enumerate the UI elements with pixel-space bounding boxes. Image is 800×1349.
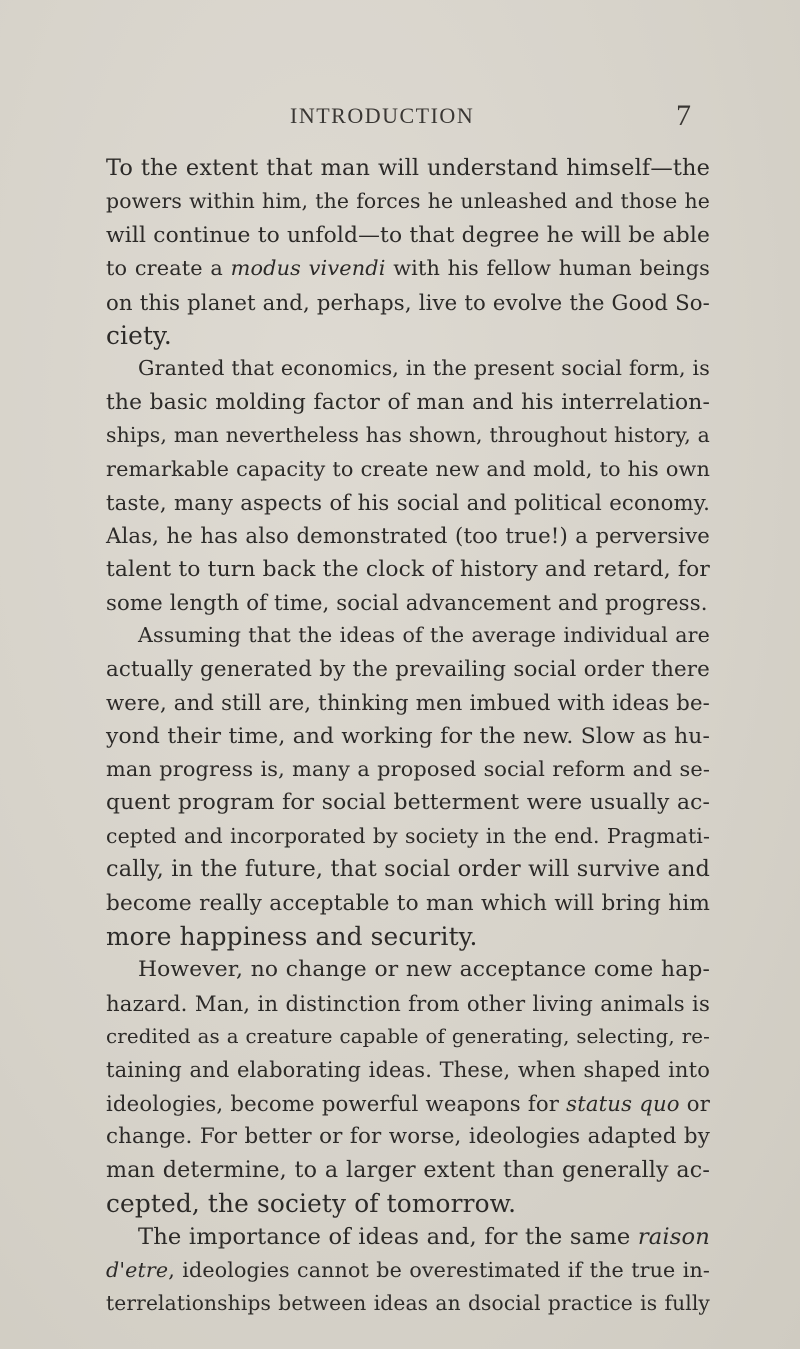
text-line-content: on this planet and, perhaps, live to evolve the Good So- — [106, 289, 710, 315]
text-line-content: ships, man nevertheless has shown, throughout history, a — [106, 423, 710, 448]
text-line-content: will continue to unfold—to that degree he will be able — [106, 222, 710, 248]
text-line — [106, 1154, 710, 1187]
text-line-content: talent to turn back the clock of history and retard, for — [106, 556, 710, 582]
italic-phrase: d'etre — [106, 1257, 169, 1282]
text-line-suffix: with his fellow human beings — [385, 256, 710, 281]
text-line — [106, 1221, 710, 1254]
text-line — [106, 786, 710, 819]
text-line-prefix: to create a — [106, 256, 231, 281]
text-line — [106, 519, 710, 552]
text-line-suffix: , ideologies cannot be overestimated if the true in- — [168, 1257, 710, 1282]
text-line-content: Assuming that the ideas of the average individual are — [138, 623, 710, 648]
text-line — [106, 987, 710, 1020]
text-line-content: yond their time, and working for the new. Slow as hu- — [106, 723, 710, 749]
text-line — [106, 419, 710, 452]
text-line — [106, 1054, 710, 1087]
text-line — [106, 720, 710, 753]
text-line — [106, 453, 710, 486]
text-line — [106, 653, 710, 686]
text-line-content: quent program for social betterment were usually ac- — [106, 790, 710, 816]
text-line-content: powers within him, the forces he unleashed and those he — [106, 189, 710, 214]
text-line — [106, 219, 710, 252]
text-line — [106, 252, 710, 285]
text-line — [106, 1187, 710, 1220]
text-line-content: taining and elaborating ideas. These, when shaped into — [106, 1057, 710, 1082]
text-line-content: man determine, to a larger extent than generally ac- — [106, 1156, 710, 1183]
text-line-content: become really acceptable to man which will bring him — [106, 890, 710, 916]
text-line — [106, 553, 710, 586]
text-line — [106, 1020, 710, 1053]
text-line-content: some length of time, social advancement and progress. — [106, 590, 708, 616]
text-line-content: remarkable capacity to create new and mold, to his own — [106, 456, 710, 481]
body-text — [106, 152, 710, 1321]
text-line — [106, 920, 710, 953]
text-line-content: credited as a creature capable of generating, selecting, re- — [106, 1025, 710, 1049]
text-line-content: ciety. — [106, 320, 172, 350]
text-line — [106, 1087, 710, 1120]
text-line-content: cepted, the society of tomorrow. — [106, 1189, 517, 1219]
text-line-content: However, no change or new acceptance come hap- — [138, 957, 710, 983]
text-line-prefix: ideologies, become powerful weapons for — [106, 1090, 567, 1116]
text-line — [106, 185, 710, 218]
text-line-content: terrelationships between ideas an dsocial practice is fully — [106, 1291, 710, 1316]
text-line — [106, 286, 710, 319]
text-line-suffix: or — [679, 1090, 710, 1116]
text-line-content: taste, many aspects of his social and political economy. — [106, 489, 710, 515]
text-line-content: Granted that economics, in the present social form, is — [138, 356, 710, 381]
text-line — [106, 152, 710, 185]
italic-phrase: modus vivendi — [230, 256, 386, 281]
text-line — [106, 386, 710, 419]
text-line — [106, 1254, 710, 1287]
text-line-content: actually generated by the prevailing social order there — [106, 656, 710, 682]
text-line-content: were, and still are, thinking men imbued with ideas be- — [106, 690, 710, 716]
text-line-content: more happiness and security. — [106, 921, 478, 951]
running-head — [0, 99, 800, 133]
text-line-content: To the extent that man will understand himself—the — [106, 155, 710, 181]
text-line — [106, 887, 710, 920]
text-line — [106, 820, 710, 853]
text-line-content: cally, in the future, that social order will survive and — [106, 856, 710, 883]
text-line-content: hazard. Man, in distinction from other living animals is — [106, 990, 710, 1016]
text-line — [106, 319, 710, 352]
text-line — [106, 1120, 710, 1153]
text-line-content: the basic molding factor of man and his interrelation- — [106, 389, 710, 415]
text-line-prefix: The importance of ideas and, for the same — [138, 1223, 638, 1250]
text-line — [106, 586, 710, 619]
text-line-content: Alas, he has also demonstrated (too true!) a perversive — [106, 523, 710, 549]
text-line-content: change. For better or for worse, ideologies adapted by — [106, 1124, 710, 1150]
text-line — [106, 1287, 710, 1320]
text-line — [106, 686, 710, 719]
page-number: 7 — [676, 99, 691, 132]
text-line — [106, 352, 710, 385]
text-line — [106, 753, 710, 786]
text-line-content: cepted and incorporated by society in the end. Pragmati- — [106, 823, 710, 848]
text-line — [106, 619, 710, 652]
text-line — [106, 953, 710, 986]
text-line — [106, 486, 710, 519]
italic-phrase: status quo — [566, 1090, 680, 1116]
italic-phrase: raison — [637, 1223, 710, 1250]
text-line-content: man progress is, many a proposed social reform and se- — [106, 757, 710, 782]
section-title: INTRODUCTION — [290, 103, 475, 128]
text-line — [106, 853, 710, 886]
